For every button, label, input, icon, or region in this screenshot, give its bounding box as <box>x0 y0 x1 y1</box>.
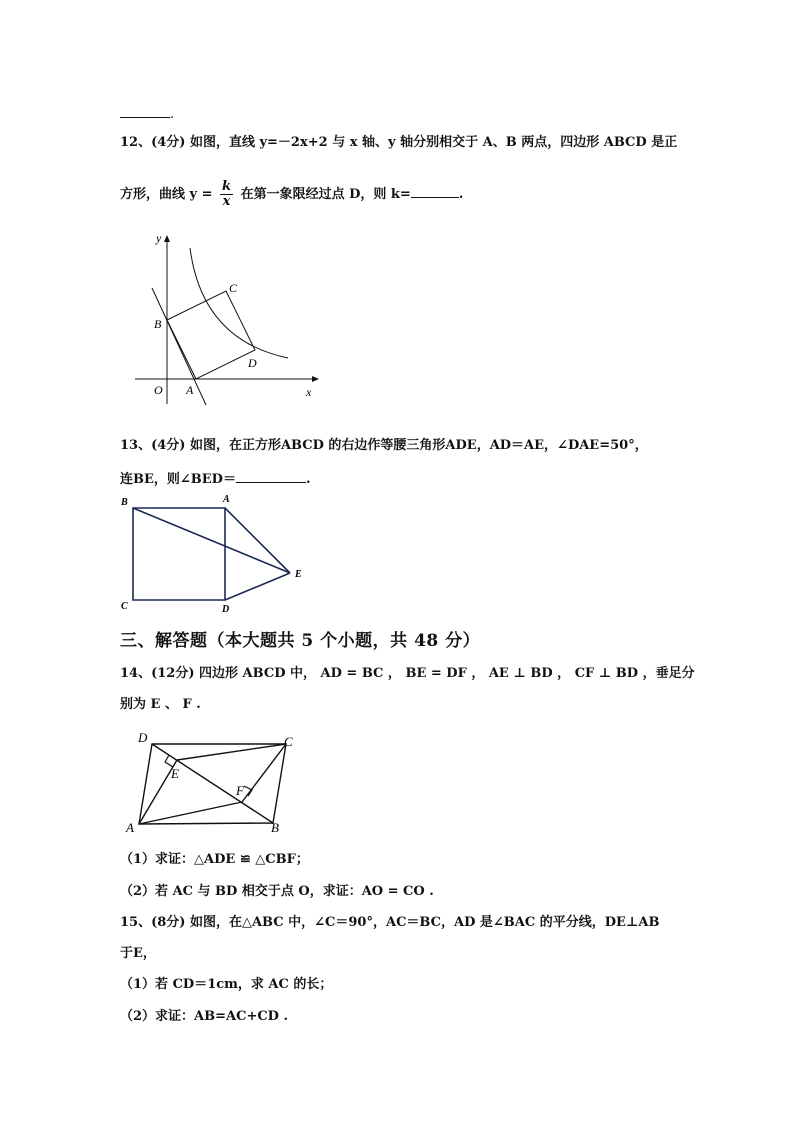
q13-figure <box>115 494 315 618</box>
q13-answer-blank <box>236 470 306 483</box>
segment-DE <box>225 573 290 600</box>
q15-part1: （1）若 CD＝1cm，求 AC 的长； <box>120 977 333 992</box>
square-ABCD <box>167 291 255 379</box>
segment-EC <box>177 744 286 760</box>
q12-line2 <box>120 180 463 209</box>
segment-AF <box>139 802 242 824</box>
q15-line2: 于E， <box>120 946 156 961</box>
square-ABCD <box>133 508 225 600</box>
label-A: A <box>223 494 230 505</box>
fraction-k-over-x <box>220 180 233 209</box>
q12-figure <box>130 228 330 408</box>
label-F: F <box>236 783 244 798</box>
label-C: C <box>121 601 128 612</box>
label-O: O <box>154 383 163 397</box>
fraction-denominator: x <box>222 194 231 209</box>
q12-line1: 12、(4分) 如图，直线 y=－2x+2 与 x 轴、y 轴分别相交于 A、B 两点，四边形 ABCD 是正 <box>120 135 678 150</box>
q13-line1: 13、(4分) 如图，在正方形ABCD 的右边作等腰三角形ADE，AD＝AE，∠DAE=50°， <box>120 438 648 453</box>
q14-line2: 别为 E 、 F . <box>120 697 201 712</box>
segment-BE <box>133 508 290 573</box>
q15-part2: （2）求证：AB=AC+CD . <box>120 1009 289 1024</box>
q12-line2-post: 在第一象限经过点 D，则 k= <box>240 187 411 202</box>
label-B: B <box>154 317 162 331</box>
section-title: 三、解答题（本大题共 5 个小题，共 48 分） <box>120 631 481 651</box>
label-B: B <box>121 497 128 508</box>
label-A: A <box>186 383 194 397</box>
q12-line2-end: . <box>458 187 464 202</box>
previous-answer-blank <box>120 105 174 124</box>
q14-part2: （2）若 AC 与 BD 相交于点 O，求证：AO = CO . <box>120 884 434 899</box>
label-D: D <box>248 356 257 370</box>
label-D: D <box>222 604 230 615</box>
q13-line2 <box>120 470 311 489</box>
label-x: x <box>306 385 312 399</box>
label-y: y <box>156 231 162 245</box>
hyperbola-curve <box>190 248 288 358</box>
answer-blank <box>120 105 170 118</box>
segment-AE <box>225 508 290 573</box>
period: . <box>170 107 175 122</box>
q13-line2-end: . <box>305 472 311 487</box>
fraction-numerator: k <box>222 179 232 194</box>
label-A: A <box>126 820 134 835</box>
label-B: B <box>271 820 279 835</box>
label-C: C <box>229 281 238 295</box>
q14-line1: 14、(12分) 四边形 ABCD 中， AD = BC ， BE = DF ， AE ⊥ BD ， CF ⊥ BD ，垂足分 <box>120 666 695 681</box>
q15-line1: 15、(8分) 如图，在△ABC 中，∠C＝90°，AC＝BC，AD 是∠BAC 的平分线，DE⊥AB <box>120 915 660 930</box>
q13-line2-pre: 连BE，则∠BED＝ <box>120 472 236 487</box>
label-E: E <box>171 766 179 781</box>
q14-part1: （1）求证：△ADE ≌ △CBF； <box>120 852 309 867</box>
label-C: C <box>284 734 293 749</box>
label-E: E <box>295 569 302 580</box>
q12-answer-blank <box>411 185 459 198</box>
q14-figure <box>122 728 312 836</box>
label-D: D <box>138 730 148 745</box>
q12-line2-pre: 方形，曲线 y = <box>120 187 213 202</box>
diagonal-BD <box>152 744 273 823</box>
segment-CF <box>242 744 286 802</box>
